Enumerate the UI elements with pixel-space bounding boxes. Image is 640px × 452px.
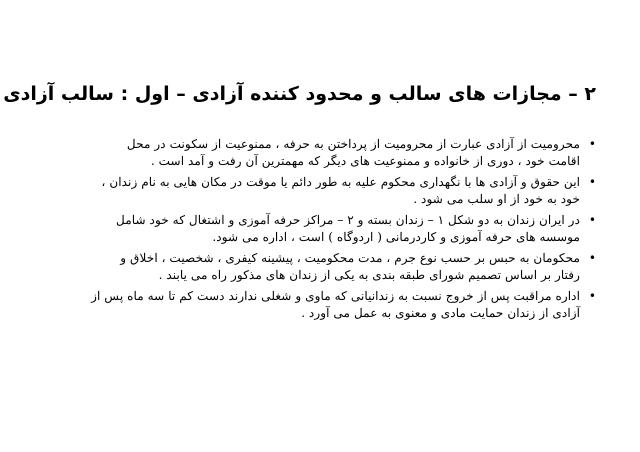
list-item [48, 174, 596, 207]
list-item [48, 250, 596, 283]
list-item [48, 288, 596, 321]
bullet-text-line: محکومان به حبس بر حسب نوع جرم ، مدت محکومیت ، پیشینه کیفری ، شخصیت ، اخلاق و [120, 251, 580, 265]
bullet-icon: • [588, 289, 596, 303]
bullet-text-line: موسسه های حرفه آموزی و کاردرمانی ( اردوگاه ) است ، اداره می شود. [212, 229, 580, 244]
bullet-text-line: در ایران زندان به دو شکل ۱ – زندان بسته و ۲ – مراکز حرفه آموزی و اشتغال که خود شامل [115, 213, 580, 227]
bullet-text-line: این حقوق و آزادی ها با نگهداری محکوم علیه به طور دائم یا موقت در مکان هایی به نام زندان ، [101, 175, 580, 189]
bullet-icon: • [588, 137, 596, 151]
list-item [48, 136, 596, 169]
slide-title: ۲ – مجازات های سالب و محدود کننده آزادی – اول : سالب آزادی [3, 83, 596, 105]
bullet-icon: • [588, 213, 596, 227]
list-item [48, 212, 596, 245]
bullet-icon: • [588, 175, 596, 189]
bullet-list [48, 136, 596, 326]
bullet-text-line: خود به خود از او سلب می شود . [413, 191, 580, 206]
bullet-text-line: اقامت خود ، دوری از خانواده و ممنوعیت های دیگر که مهمترین آن رفت و آمد است . [150, 153, 580, 168]
bullet-text-line: اداره مراقبت پس از خروج نسبت به زندانیانی که ماوی و شغلی ندارند دست کم تا سه ماه پس از [91, 289, 580, 303]
bullet-text-line: رفتار بر اساس تصمیم شورای طبقه بندی به یکی از زندان های مذکور راه می یابند . [158, 267, 580, 282]
bullet-text-line: آزادی از زندان حمایت مادی و معنوی به عمل می آورد . [301, 305, 580, 320]
bullet-text-line: محرومیت از آزادی عبارت از محرومیت از پرداختن به حرفه ، ممنوعیت از سکونت در محل [126, 137, 580, 151]
bullet-icon: • [588, 251, 596, 265]
